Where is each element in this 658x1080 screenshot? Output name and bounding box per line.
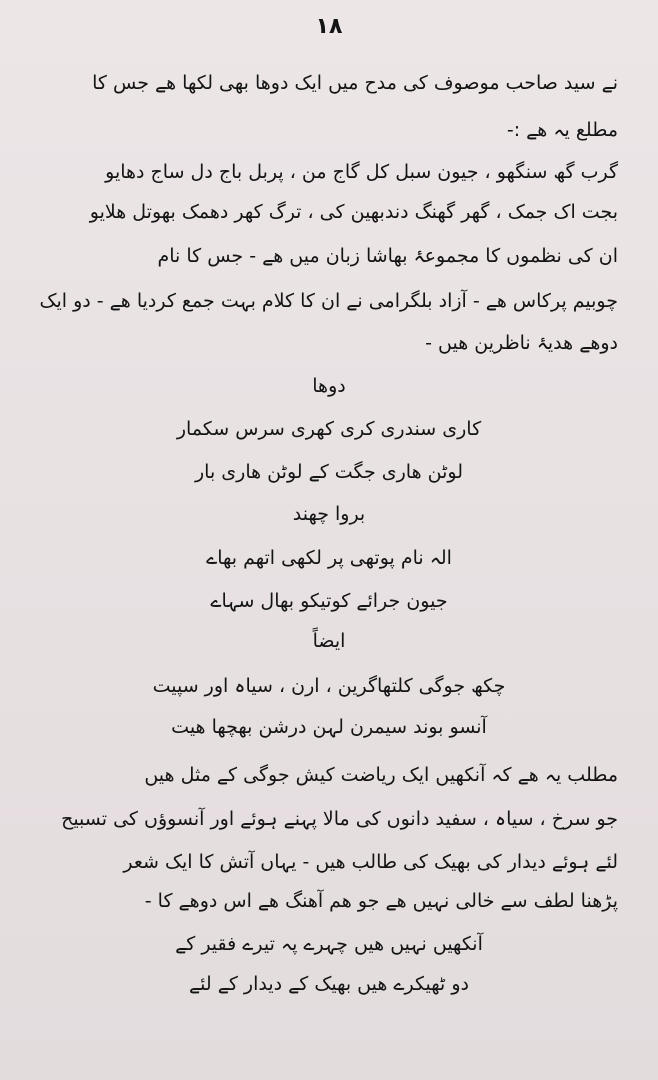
body-line: بجت اک جمک ، گھر گھنگ دندبھین کی ، ترگ کھر دھمک بھوتل ھلایو <box>89 201 618 223</box>
body-line: مطلع یہ ھے :- <box>506 119 618 141</box>
body-line: گرب گھ سنگھو ، جیون سبل کل گاج من ، پربل باج دل ساج دھایو <box>105 161 618 183</box>
body-line: مطلب یہ ھے کہ آنکھیں ایک ریاضت کیش جوگی کے مثل ھیں <box>144 764 618 786</box>
body-line: چوبیم پرکاس ھے - آزاد بلگرامی نے ان کا کلام بہت جمع کردیا ھے - دو ایک <box>39 290 618 312</box>
heading-aizan: ایضاً <box>312 630 346 652</box>
verse-line: جیون جرائے کوتیکو بھال سہاے <box>210 590 448 612</box>
verse-line: لوٹن ھاری جگت کے لوٹن ھاری بار <box>195 461 463 483</box>
verse-line: الہ نام پوتھی پر لکھی اتھم بھاے <box>206 547 452 569</box>
body-line: نے سید صاحب موصوف کی مدح میں ایک دوھا بھی لکھا ھے جس کا <box>92 72 618 94</box>
body-line: ان کی نظموں کا مجموعۂ بھاشا زبان میں ھے - جس کا نام <box>157 245 618 267</box>
body-line: جو سرخ ، سیاہ ، سفید دانوں کی مالا پہنے ہوئے اور آنسوؤں کی تسبیح <box>61 808 618 830</box>
page-number: ۱۸ <box>315 14 343 39</box>
verse-line: چکھ جوگی کلتھاگرین ، ارن ، سیاہ اور سپیت <box>152 675 506 697</box>
verse-line: کاری سندری کری کھری سرس سکمار <box>176 418 482 440</box>
couplet-line: آنکھیں نہیں ھیں چہرے پہ تیرے فقیر کے <box>175 933 483 955</box>
body-line: لئے ہوئے دیدار کی بھیک کی طالب ھیں - یہاں آتش کا ایک شعر <box>123 851 618 873</box>
verse-line: آنسو بوند سیمرن لہن درشن بھچھا ھیت <box>171 716 487 738</box>
heading-doha: دوھا <box>312 375 346 397</box>
body-line: دوھے ھدیۂ ناظرین ھیں - <box>425 332 618 354</box>
body-line: پڑھنا لطف سے خالی نہیں ھے جو ھم آھنگ ھے اس دوھے کا - <box>144 890 618 912</box>
couplet-line: دو ٹھیکرے ھیں بھیک کے دیدار کے لئے <box>189 973 469 995</box>
heading-barwa: بروا چھند <box>292 503 366 525</box>
